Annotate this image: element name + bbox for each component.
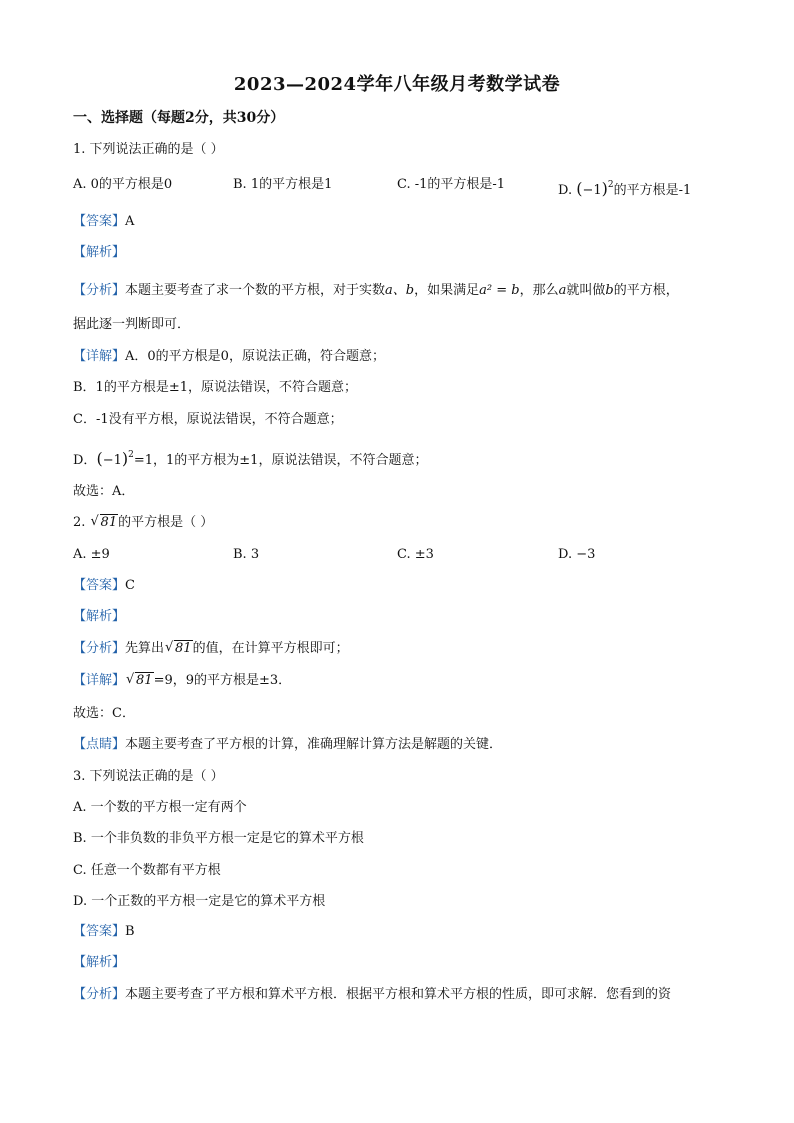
q2-answer-line [73,576,135,596]
q2-fenxi-text-1: 先算出 [125,641,165,656]
q3-option-d: D. 一个正数的平方根一定是它的算术平方根 [73,894,326,909]
q2-option-a: A. ±9 [73,547,110,562]
q1-xiangjie-b: B．1的平方根是±1，原说法错误，不符合题意； [73,380,357,395]
q1-analysis-label [73,243,125,263]
q1-fenxi-line-2: 据此逐一判断即可． [73,317,191,332]
dianjing-label: 【点睛】 [73,737,126,752]
q2-answer: C [125,578,135,593]
q2-option-c: C. ±3 [397,547,434,562]
q2-fenxi-text-2: 的值，在计算平方根即可； [192,641,349,656]
question-3-stem: 3. 下列说法正确的是（ ） [73,769,224,784]
q2-option-d: D. −3 [558,547,596,562]
q3-analysis-label [73,953,125,973]
q3-option-a: A. 一个数的平方根一定有两个 [73,800,247,815]
q2-fenxi-radicand: 81 [175,641,192,656]
q1-fenxi-text-3: ，那么 [519,283,559,298]
sqrt-symbol [91,513,119,533]
question-2-stem [73,513,213,533]
fenxi-label: 【分析】 [73,641,126,656]
q1-option-d-text: 的平方根是-1 [613,183,692,198]
q1-xiangjie-c: C．-1没有平方根，原说法错误，不符合题意； [73,412,343,427]
q2-conclusion: 故选：C． [73,706,135,721]
q2-xiangjie-radicand: 81 [136,673,153,688]
q3-option-c: C. 任意一个数都有平方根 [73,863,221,878]
q1-xiangjie-d: D．$(-1)^2=1$，1的平方根为±1，原说法错误，不符合题意； [73,449,428,468]
q1-fenxi-text-5: 的平方根， [613,283,679,298]
q3-fenxi-line [73,985,671,1005]
q1-fenxi-var-a: a [558,283,567,298]
q3-answer: B [125,924,135,939]
q1-option-a: A. 0的平方根是0 [73,177,173,192]
q1-option-d: D. $(-1)^2$的平方根是-1 [558,179,692,198]
sqrt-symbol [126,671,154,691]
q2-xiangjie-line [73,671,291,691]
q2-number: 2. [73,515,86,530]
question-1-options [73,175,733,198]
q2-dianjing-text: 本题主要考查了平方根的计算，准确理解计算方法是解题的关键． [125,737,503,752]
q1-option-c: C. -1的平方根是-1 [397,177,506,192]
q3-option-b: B. 一个非负数的非负平方根一定是它的算术平方根 [73,831,364,846]
q3-fenxi-text: 本题主要考查了平方根和算术平方根．根据平方根和算术平方根的性质，即可求解．您看到的资 [125,987,672,1002]
q1-answer-line [73,212,134,232]
analysis-label: 【解析】 [73,609,126,624]
q1-xiangjie-d-text: =1，1的平方根为±1，原说法错误，不符合题意； [133,453,428,468]
xiangjie-label: 【详解】 [73,673,126,688]
q2-stem-text: 的平方根是（ ） [118,515,214,530]
question-2-options [73,545,733,565]
q1-fenxi-line [73,281,679,301]
q2-option-b: B. 3 [233,547,260,562]
q1-answer: A [125,214,135,229]
q1-fenxi-var-b: b [605,283,614,298]
xiangjie-label: 【详解】 [73,349,126,364]
q2-xiangjie-text: =9，9的平方根是±3． [153,673,292,688]
analysis-label: 【解析】 [73,955,126,970]
fenxi-label: 【分析】 [73,283,126,298]
q1-fenxi-text-1: 本题主要考查了求一个数的平方根，对于实数 [125,283,386,298]
question-1-stem: 1. 下列说法正确的是（ ） [73,142,224,157]
answer-label: 【答案】 [73,214,126,229]
q2-radicand: 81 [100,515,118,530]
q1-xiangjie-a-text: A．0的平方根是0，原说法正确，符合题意； [125,349,385,364]
q1-fenxi-text-4: 就叫做 [566,283,606,298]
section-heading: 一、选择题（每题2分，共30分） [73,110,285,126]
q1-option-b: B. 1的平方根是1 [233,177,333,192]
sqrt-symbol [165,639,193,659]
q3-answer-line [73,922,135,942]
analysis-label: 【解析】 [73,245,126,260]
fenxi-label: 【分析】 [73,987,126,1002]
q1-fenxi-var-ab: a、b [385,283,415,298]
q1-xiangjie-a [73,347,385,367]
q2-dianjing-line [73,735,502,755]
answer-label: 【答案】 [73,578,126,593]
q1-conclusion: 故选：A． [73,484,135,499]
q2-analysis-label [73,607,125,627]
q1-fenxi-equation: a² = b [479,283,520,298]
exam-title: 2023—2024学年八年级月考数学试卷 [233,74,561,95]
q1-fenxi-text-2: ，如果满足 [414,283,480,298]
q2-fenxi-line [73,639,349,659]
q1-xiangjie-d-prefix: D． [73,453,97,468]
answer-label: 【答案】 [73,924,126,939]
